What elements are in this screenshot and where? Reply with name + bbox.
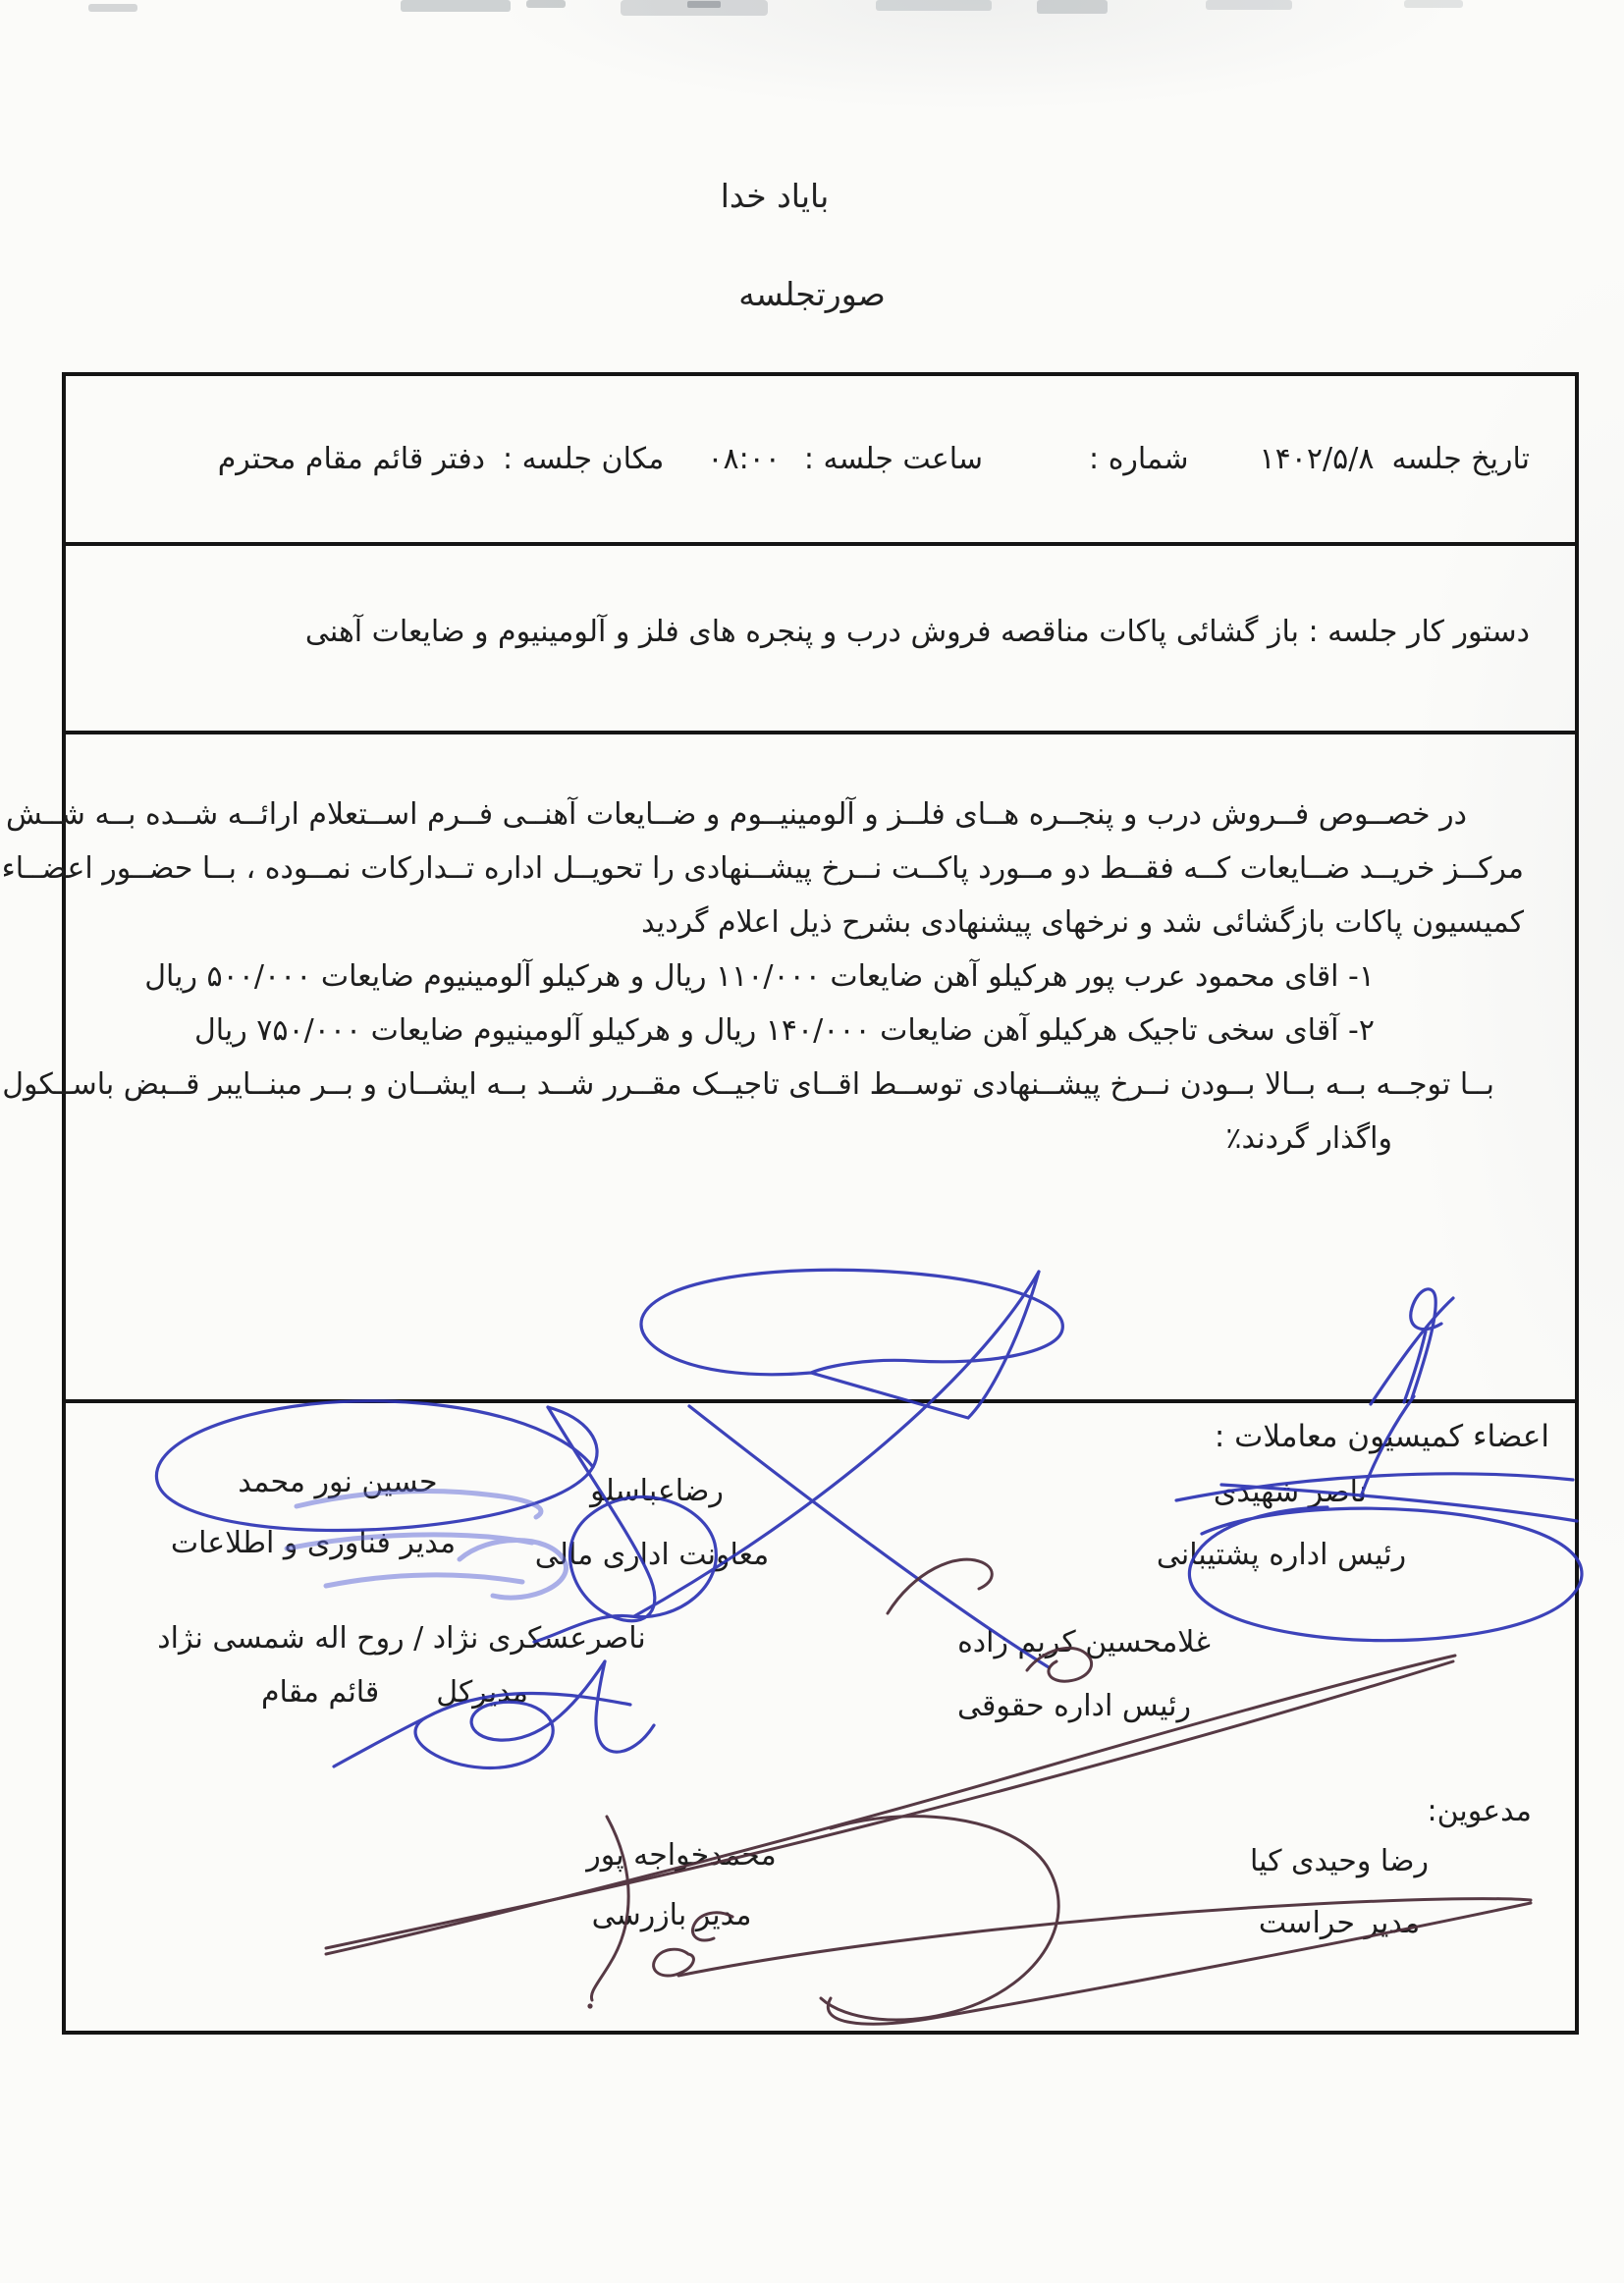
signatory-title: معاونت اداری مالی <box>534 1538 770 1572</box>
signatory-title: رئیس اداره حقوقی <box>956 1689 1192 1723</box>
signatory-title: رئیس اداره پشتیبانی <box>1156 1538 1407 1572</box>
signatures-row <box>66 1403 1575 2019</box>
scan-artifacts <box>88 0 1463 16</box>
meta-row <box>66 376 1575 546</box>
meta-date-value: ۱۴۰۲/۵/۸ <box>1259 442 1375 476</box>
signatory-name: رضاعباسلو <box>590 1474 724 1508</box>
meta-number-label: شماره : <box>1089 442 1189 476</box>
commission-members-label: اعضاء کمیسیون معاملات : <box>1214 1419 1549 1454</box>
guest-title: مدیر حراست <box>1258 1906 1421 1940</box>
meta-time-value: ۰۸:۰۰ <box>707 442 781 476</box>
meta-location-value: دفتر قائم مقام محترم <box>217 442 486 476</box>
guest-name: محمدخواجه پور <box>586 1838 777 1873</box>
body-line: مرکــز خریــد ضــایعات کــه فقــط دو مــورد پاکــت نــرخ پیشــنهادی را تحویــل اداره تــدارکات نمــوده ، بــا حضــور اعضــاء <box>1 851 1524 886</box>
meta-date-label: تاریخ جلسه <box>1391 442 1530 476</box>
body-line-item-1: ۱- اقای محمود عرب پور هرکیلو آهن ضایعات ۱۱۰/۰۰۰ ریال و هرکیلو آلومینیوم ضایعات ۵۰۰/۰۰۰ ریال <box>144 959 1375 994</box>
body-line: کمیسیون پاکات بازگشائی شد و نرخهای پیشنهادی بشرح ذیل اعلام گردید <box>641 905 1524 940</box>
body-line-closing: واگذار گردند٪ <box>1225 1121 1392 1156</box>
minutes-table <box>1 372 1579 2035</box>
signatory-name: ناصر شهیدی <box>1213 1475 1368 1509</box>
signatory-title: قائم مقام <box>260 1675 380 1710</box>
signatory-title: مدیرکل <box>436 1675 529 1710</box>
meta-time-label: ساعت جلسه : <box>803 442 984 476</box>
agenda-text: دستور کار جلسه : باز گشائی پاکات مناقصه فروش درب و پنجره های فلز و آلومینیوم و ضایعات آهنی <box>304 615 1530 649</box>
body-line: در خصــوص فــروش درب و پنجــره هــای فلــز و آلومینیــوم و ضــایعات آهنــی فــرم اســتعلام ارائــه شــده بــه شــش <box>5 797 1467 832</box>
document-title: صورتجلسه <box>738 275 886 313</box>
signatory-name: ناصرعسکری نژاد / روح اله شمسی نژاد <box>157 1621 646 1656</box>
body-line: بــا توجــه بــه بــالا بــودن نــرخ پیشــنهادی توســط اقــای تاجیــک مقــرر شــد بــه ایشــان و بــر مبنــایبر قــبض باســکول <box>2 1067 1494 1102</box>
guest-title: مدیر بازرسی <box>591 1898 752 1932</box>
signatory-title: مدیر فناوری و اطلاعات <box>170 1526 457 1560</box>
signatory-name: غلامحسین کریم زاده <box>957 1625 1211 1659</box>
agenda-row <box>66 546 1575 734</box>
meta-location-label: مکان جلسه : <box>503 442 665 476</box>
bismillah-heading: بایاد خدا <box>720 177 830 215</box>
minutes-body-row <box>1 734 1575 1403</box>
guest-name: رضا وحیدی کیا <box>1250 1844 1429 1878</box>
body-line-item-2: ۲- آقای سخی تاجیک هرکیلو آهن ضایعات ۱۴۰/۰۰۰ ریال و هرکیلو آلومینیوم ضایعات ۷۵۰/۰۰۰ ریال <box>193 1013 1375 1048</box>
guests-label: مدعوین: <box>1427 1794 1532 1828</box>
signatory-titles <box>261 1675 528 1710</box>
signatory-name: حسین نور محمد <box>238 1465 438 1499</box>
